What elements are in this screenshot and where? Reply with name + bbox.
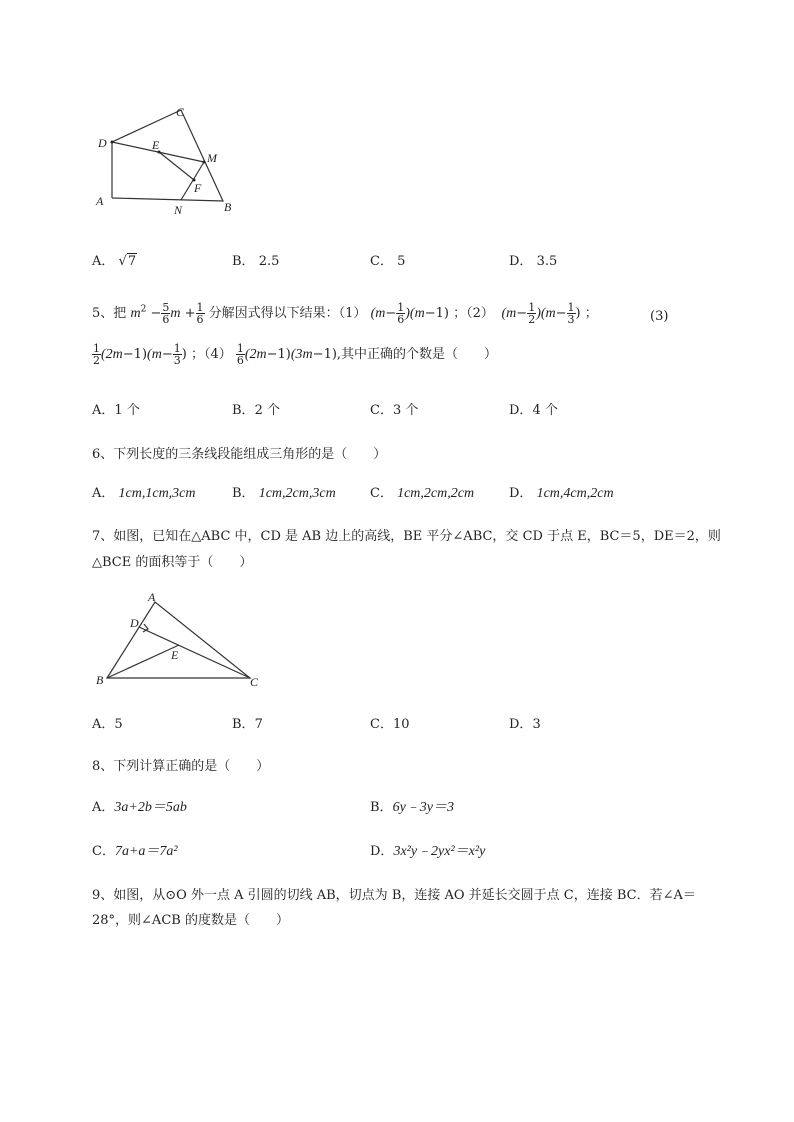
label-b: B (224, 200, 232, 214)
q7-option-c[interactable]: C．10 (370, 717, 410, 732)
q8-option-d[interactable]: D．3x²y﹣2yx²＝x²y (370, 844, 486, 859)
q7-option-b[interactable]: B．7 (232, 717, 263, 732)
q5-option-c[interactable]: C．3 个 (370, 403, 419, 418)
label-f: F (194, 181, 202, 195)
q4-option-b[interactable]: B． 2.5 (232, 254, 280, 269)
q4-option-d[interactable]: D． 3.5 (509, 254, 558, 269)
label-d: D (130, 616, 139, 630)
sqrt-symbol: √7 (118, 254, 137, 269)
label-m: M (207, 151, 217, 165)
q4-option-c[interactable]: C． 5 (370, 254, 406, 269)
label-e: E (152, 138, 160, 152)
q5-option-d[interactable]: D．4 个 (509, 403, 558, 418)
label-e: E (171, 648, 179, 662)
q8-option-b[interactable]: B．6y﹣3y＝3 (370, 800, 454, 815)
q8-option-c[interactable]: C．7a+a＝7a² (92, 844, 178, 859)
q5-stem-line2: $\frac{1}{2}$ (2m−1)(m− $\frac{1}{3}$ ) ；（4） $\frac{1}{6}$ (2m−1)(3m−1),其中正确的个数是（ ） (93, 342, 498, 367)
quadrilateral-figure (88, 100, 248, 220)
q5-item3-label: (3) (650, 309, 669, 324)
label-a: A (148, 590, 156, 604)
label-d: D (98, 136, 107, 150)
label-c: C (250, 675, 259, 688)
q6-option-a[interactable]: A． 1cm,1cm,3cm (92, 486, 196, 501)
q7-option-a[interactable]: A．5 (92, 717, 123, 732)
q9-stem-line1: 9、如图，从⊙O 外一点 A 引圆的切线 AB，切点为 B，连接 AO 并延长交圆于点 C，连接 BC．若∠A＝ (92, 888, 696, 903)
q6-option-d[interactable]: D． 1cm,4cm,2cm (509, 486, 614, 501)
label-n: N (174, 203, 183, 217)
q7-stem-line2: △BCE 的面积等于（ ） (92, 555, 253, 570)
q5-option-a[interactable]: A．1 个 (92, 403, 140, 418)
label-c: C (176, 105, 185, 119)
q5-stem-line1: 5、把 $m^2$ − $\frac{5}{6}$ m + $\frac{1}{6}$ 分解因式得以下结果：（1） (m− $\frac{1}{6}$ )(m−1) ；（2） (m− $\frac{1}{2}$ )(m− $\frac{1}{3}$ ) ； (92, 301, 598, 326)
q7-option-d[interactable]: D．3 (509, 717, 541, 732)
q4-option-a[interactable]: A． √7 (92, 254, 137, 269)
q8-stem: 8、下列计算正确的是（ ） (92, 759, 270, 774)
q8-option-a[interactable]: A．3a+2b＝5ab (92, 800, 187, 815)
label-b: B (96, 673, 104, 687)
q6-stem: 6、下列长度的三条线段能组成三角形的是（ ） (92, 447, 387, 462)
q6-option-b[interactable]: B． 1cm,2cm,3cm (232, 486, 336, 501)
q6-option-c[interactable]: C． 1cm,2cm,2cm (370, 486, 475, 501)
q7-stem-line1: 7、如图，已知在△ABC 中，CD 是 AB 边上的高线，BE 平分∠ABC，交 CD 于点 E，BC＝5，DE＝2，则 (92, 529, 721, 544)
q5-option-b[interactable]: B．2 个 (232, 403, 280, 418)
label-a: A (96, 194, 104, 208)
q9-stem-line2: 28°，则∠ACB 的度数是（ ） (92, 913, 289, 928)
triangle-figure (92, 588, 272, 688)
